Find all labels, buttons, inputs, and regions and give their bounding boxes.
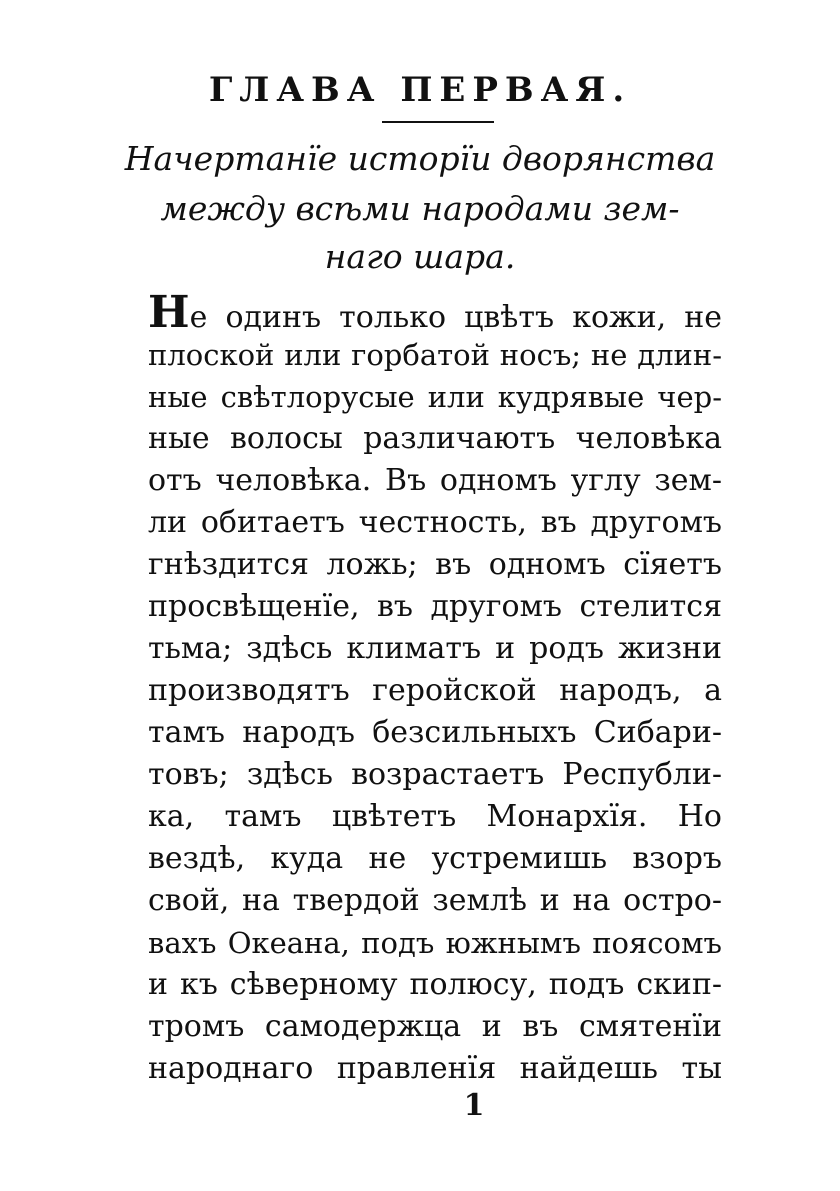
body-text-line: ка, тамъ цвѣтетъ Монархїя. Но — [148, 799, 722, 834]
body-text-line — [148, 287, 722, 338]
body-text-line: плоской или горбатой носъ; не длин- — [148, 338, 722, 372]
chapter-subtitle-line: между всѣми народами зем- — [160, 189, 680, 228]
first-line-text: е одинъ только цвѣтъ кожи, не — [189, 300, 722, 335]
body-text-line: ли обитаетъ честность, въ другомъ — [148, 505, 722, 540]
body-text-line: просвѣщенїе, въ другомъ стелится — [148, 589, 722, 624]
body-text-line: производятъ геройской народъ, а — [148, 673, 722, 708]
body-text-line: и къ сѣверному полюсу, подъ скип- — [148, 967, 722, 1002]
body-text-line: товъ; здѣсь возрастаетъ Республи- — [148, 757, 722, 792]
body-text-line: ные свѣтлорусые или кудрявые чер- — [148, 380, 722, 414]
chapter-subtitle-line: Начертанїе исторїи дворянства — [124, 139, 716, 178]
body-text-line: тамъ народъ безсильныхъ Сибари- — [148, 715, 722, 750]
drop-cap: Н — [148, 287, 190, 338]
heading-rule — [382, 121, 494, 123]
body-text-line: отъ человѣка. Въ одномъ углу зем- — [148, 463, 722, 498]
page-number: 1 — [463, 1088, 485, 1123]
body-text-line: свой, на твердой землѣ и на остро- — [148, 883, 722, 918]
body-text-line: тьма; здѣсь климатъ и родъ жизни — [148, 631, 722, 666]
body-text-line: гнѣздится ложь; въ одномъ сїяетъ — [148, 547, 722, 582]
body-text-line: народнаго правленїя найдешь ты — [148, 1051, 722, 1086]
body-text-line: вахъ Океана, подъ южнымъ поясомъ — [148, 926, 722, 960]
body-text-line: тромъ самодержца и въ смятенїи — [148, 1009, 722, 1044]
body-text-line: вездѣ, куда не устремишь взоръ — [148, 841, 722, 876]
chapter-heading: ГЛАВА ПЕРВАЯ. — [208, 70, 632, 110]
body-text-line: ные волосы различаютъ человѣка — [148, 421, 722, 456]
chapter-subtitle-line: наго шара. — [324, 237, 516, 276]
